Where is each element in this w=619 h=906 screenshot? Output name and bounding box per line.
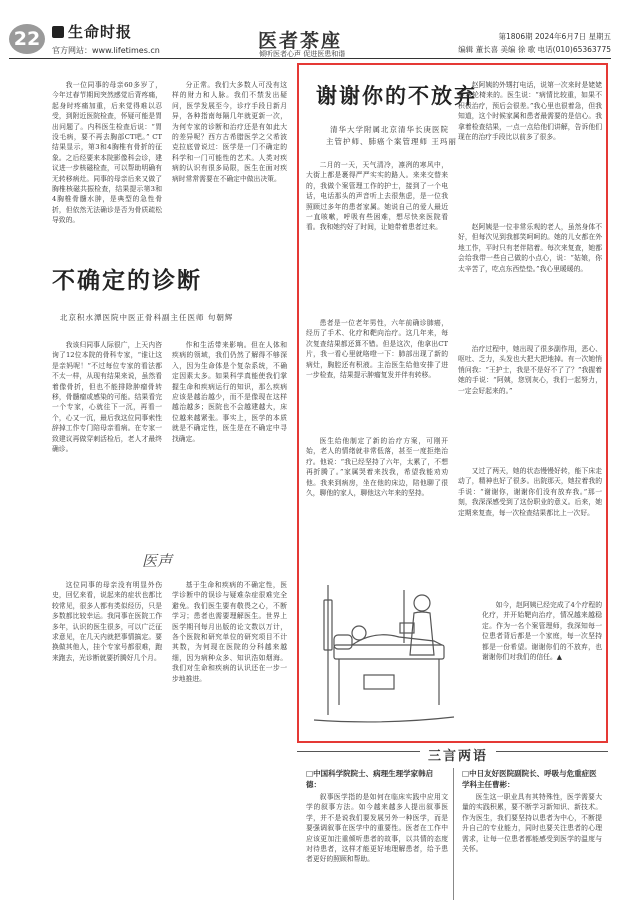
hospital-bed-illustration (304, 575, 476, 735)
uncertain-lead-col2 (172, 80, 287, 250)
sanyan-item-2-text: 医生这一职业具有其特殊性，医学需要大量的实践积累，要不断学习新知识、新技术。作为医生，我们要坚持以患者为中心，不断提升自己的专业能力，同时也要关注患者的心理需求，让每一位患者都能感受到医学的温度与关怀。 (462, 793, 602, 854)
uncertain-byline: 北京积水潭医院中医正骨科副主任医师 句朝辉 (60, 313, 234, 322)
section-slogan: 倾听医者心声 促进医患和谐 (259, 50, 346, 58)
masthead-logo (52, 21, 132, 42)
thanks-paragraph-3: 医生给他制定了新的治疗方案，可刚开始，老人的情绪就非常低落，甚至一度拒绝治疗。他说：“我已经坚持了六年，太累了，不想再折腾了。”家属哭着来找我，希望我能劝劝他。我来到病房，坐在他的床边，陪他聊了很久，聊他的家人，聊他这六年来的坚持。 (306, 437, 448, 498)
sanyan-item-1-text: 叙事医学指的是如何在临床实践中应用文学的叙事方法。如今越来越多人提出叙事医学，并不是说我们要发展另外一种医学，而是要强调叙事在医学中的重要性。医者在工作中应该更加注重倾听患者的故事，以共情的态度对待患者，这样才能更好地理解患者，给予患者更好的照顾和帮助。 (306, 793, 448, 864)
uncertain-lead-paragraph-2: 分正常。我们大多数人可没有这样的财力和人脉。我们不禁发出疑问，医学发展至今，诊疗手段日新月异，各种指南每隔几年就更新一次，为何专家的诊断和治疗还是有如此大的差异呢？西方古希腊医学之父希波克拉底曾说过：医学是一门不确定的科学和一门可能性的艺术。人类对疾病的认识有很多局限，医生在面对疾病时常常需要在不确定中做出决策。 (172, 81, 287, 183)
masthead-title: 生命时报 (68, 23, 133, 41)
sanyan-item-1-heading: □中国科学院院士、病理生理学家韩启德： (306, 769, 434, 789)
editors-info: 编辑 董长喜 美编 徐 歌 电话(010)65363775 (458, 45, 611, 54)
thanks-paragraph-2: 患者是一位老年男性，六年前确诊肺癌，经历了手术、化疗和靶向治疗。这几年来，每次复查结果都还算不错。但是这次，他拿出CT片，我一看心里就咯噔一下：肺部出现了新的病灶，胸腔还有积液。主治医生给他安排了进一步检查，结果提示肿瘤复发并伴有转移。 (306, 319, 448, 380)
sanyan-title: 三言两语 (420, 745, 496, 764)
sanyan-item-2-heading: □中日友好医院副院长、呼吸与危重症医学科主任曹彬： (462, 769, 597, 789)
thanks-paragraph-5: 赵阿姨是一位非常乐观的老人，虽然身体不好，但每次见到我都笑呵呵的。她的儿女都在外地工作，平时只有老伴陪着。每次来复查，她都会给我带一些自己做的小点心，说：“姑娘，你太辛苦了，吃点东西垫垫。”我心里暖暖的。 (458, 223, 602, 273)
uncertain-body-col1b (52, 580, 162, 900)
thanks-col2-a (458, 80, 602, 220)
website-link[interactable]: 官方网站：www.lifetimes.cn (52, 46, 160, 55)
thanks-paragraph-7: 又过了两天，她的状态慢慢好转，能下床走动了，精神也好了很多。出院那天，她拉着我的手说：“谢谢你，谢谢你们没有放弃我。”那一刻，我深深感受到了这份职业的意义。后来，她定期来复查，每一次检查结果都比上一次好。 (458, 467, 602, 517)
sanyan-item-1 (306, 792, 448, 900)
thanks-headline: 谢谢你的不放弃 (316, 84, 477, 108)
thanks-col1-a (306, 160, 448, 315)
uncertain-body-col1 (52, 340, 162, 540)
uncertain-body-paragraph: 我该归同事人际很广，上天内咨询了12位本院的骨科专家，“谁让这是亲妈呢！”不过每位专家的看法都不太一样，从现有结果来说，虽然看着像骨折，但也不能排除肿瘤骨转移，骨髓瘤或感染的可能。结果看完一个专家，心就往下一沉，再看一个，心又一沉，最后我这位同事索性辞掉工作专门陪母亲看病。在专家一致建议再做穿刺活检后，老人才最终确诊。 (52, 341, 162, 454)
thanks-col2-c (458, 344, 602, 464)
uncertain-lead-paragraph: 我一位同事的母亲60多岁了，今年过春节期间突然感觉后背疼痛，起身时疼痛加重，后来觉得难以忍受，到附近医院检查，怀疑可能是胃出问题了。内科医生检查后说：“胃没毛病，要不再去胸部CT吧。” CT结果显示，第3和4胸椎有骨折的征象。之后经要来本院影像科会诊，建议进一步核磁检查，可以帮助明确有无转移病灶。同事的母亲后来又做了胸椎核磁共振检查，结果提示第3和4胸椎骨髓水肿，是典型的急性骨折，但依然无法确诊是否为骨质疏松导致的。 (52, 81, 162, 225)
page-number: 22 (9, 24, 45, 54)
newspaper-logo-icon (52, 26, 64, 38)
thanks-paragraph-4: 赵阿姨的外甥打电话，说第一次来时是姥姥推着轮椅来的。医生说：“病情比较重，如果不积极治疗，预后会很差。”我心里也很着急，但我知道，这个时候家属和患者最需要的是信心。我拿着检查结果，一点一点给他们讲解，告诉他们现在的治疗手段比以前多了很多。 (458, 81, 602, 142)
column-label: 医声 (140, 548, 174, 573)
sanyan-column-divider (453, 768, 454, 900)
thanks-paragraph-6: 治疗过程中，她出现了很多副作用，恶心、呕吐、乏力，头发也大把大把地掉。有一次她悄悄问我：“王护士，我是不是好不了了？”我握着她的手说：“阿姨，您别灰心，我们一起努力，一定会好起来的。” (458, 345, 602, 395)
sanyan-item-2 (462, 792, 602, 900)
uncertain-headline: 不确定的诊断 (52, 268, 202, 294)
thanks-col2-d (458, 466, 602, 596)
thanks-paragraph-8: 如今，赵阿姨已经完成了4个疗程的化疗，并开始靶向治疗，情况越来越稳定。作为一名个案管理师，我深知每一位患者背后都是一个家庭，每一次坚持都是一份希望。谢谢你们的不放弃，也谢谢你们对我们的信任。▲ (482, 601, 602, 662)
header-divider (9, 58, 611, 59)
thanks-byline-hospital: 清华大学附属北京清华长庚医院 (330, 125, 449, 134)
issue-info: 第1806期 2024年6月7日 星期五 (498, 32, 611, 41)
thanks-col2-b (458, 222, 602, 342)
uncertain-lead-col1 (52, 80, 162, 250)
uncertain-body-paragraph-2: 这位同事的母亲没有明显外伤史，回忆来看，说起来的症状也都比较常见，很多人都有类似经历，只是多数都比较幸运。我同事在医院工作多年，认识的医生很多，可以广泛征求意见，在几天内就把事情搞定。要换做其他人，挂个专家号都很难，跑来跑去，光诊断就要折腾好几个月。 (52, 581, 162, 662)
thanks-col1-b (306, 318, 448, 433)
uncertain-body-paragraph-3: 作和生活带来影响。但在人体和疾病的领域，我们仍然了解得不够深入，因为生命体是个复杂系统，不确定因素太多。如果科学真能使我们掌握生命和疾病运行的知识，那么疾病应该是越治越少，而不是像现在这样越治越多；医院也不会越建越大，床位越来越紧张。事实上，医学的本质就是不确定性，医生是在不确定中寻找确定。 (172, 341, 287, 443)
uncertain-body-paragraph-4: 基于生命和疾病的不确定性，医学诊断中的误诊与疑难杂症很难完全避免。我们医生要有敬畏之心，不断学习；患者也需要理解医生。世界上医学期刊每月出版的论文数以万计，各个医院和研究单位的研究项目不计其数，为何现在医院的分科越来越细，因为病种众多、知识浩如烟海。我们对生命和疾病的认识还在一步一步地推进。 (172, 581, 287, 683)
uncertain-body-col2b (172, 580, 287, 900)
thanks-paragraph-1: 二月的一天，天气清冷，凛冽的寒风中，大街上都是裹得严严实实的路人。来来交替来的，我做个案管理工作的护士，接到了一个电话，电话那头的声音听上去很焦虑，是一位我照顾过多年的患者家属。她说自己的爱人最近一直咳嗽，呼吸有些困难，想尽快来医院看看。我和她约好了时间，让她带着患者过来。 (306, 161, 448, 232)
thanks-col2-e (482, 600, 602, 738)
thanks-col1-c (306, 436, 448, 566)
thanks-byline-author: 主管护师、肺癌个案管理师 王玛丽 (326, 137, 457, 146)
section-title: 医者茶座 (258, 30, 343, 52)
uncertain-body-col2 (172, 340, 287, 540)
